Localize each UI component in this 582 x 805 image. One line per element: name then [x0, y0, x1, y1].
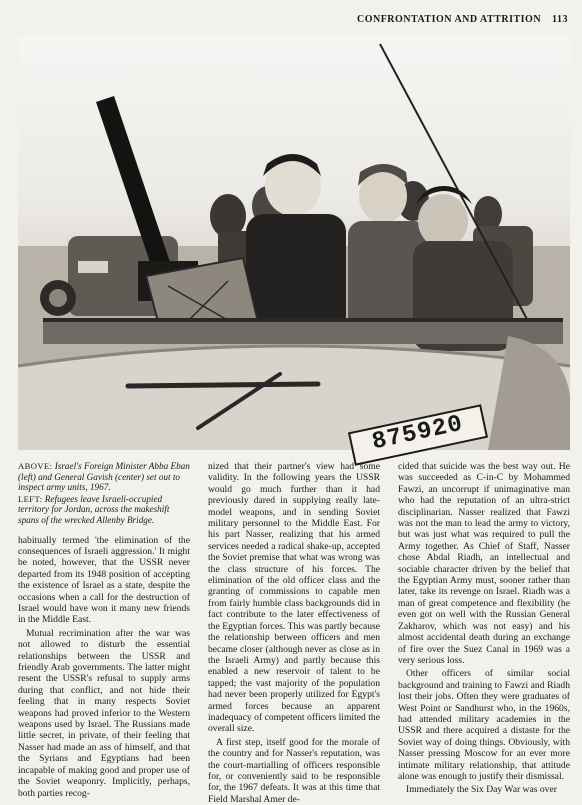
paragraph: Other officers of similar social background and training to Fawzi and Riadh lost their jobs. Often they were graduates of West Point or Sandhurst who, in the 1960s, had attended military academies in the USSR and there acquired a distaste for the Soviet way of doing things. Obviously, with Nasser pressing Moscow for an ever more intimate military relationship, that attitude alone was enough to justify their dismissal. — [398, 668, 570, 782]
caption-above — [18, 461, 190, 493]
running-header — [14, 14, 568, 28]
paragraph: Mutual recrimination after the war was not allowed to disturb the essential relationships between the USSR and friendly Arab governments. The latter might resent the USSR's refusal to supply arms during that conflict, and not hide their feeling that in many respects Soviet weapons had proved inferior to the Western weapons used by Israel. The Russians made little secret, in private, of their feeling that Nasser had made an ass of himself, and that the Syrians and Egyptians had been incapable of making good and proper use of the Soviet weaponry. Implicitly, perhaps, both parties recog- — [18, 627, 190, 799]
column-1 — [18, 461, 190, 799]
license-plate: 875920 — [348, 404, 488, 466]
page-number: 113 — [552, 14, 568, 25]
caption-left — [18, 494, 190, 526]
caption-text: Refugees leave Israeli-occupied territory for Jordan, across the makeshift spans of the wrecked Allenby Bridge. — [18, 493, 170, 525]
paragraph: Immediately the Six Day War was over — [406, 784, 557, 796]
photo-captions — [18, 461, 190, 526]
caption-label: LEFT: — [18, 493, 43, 504]
paragraph: nized that their partner's view had some validity. In the following years the USSR would go much further than it had previously dared in supplying really late-model weapons, and in sending Soviet military personnel to the Middle East. For his part Nasser, realizing that his armed services needed a radical shake-up, accepted the Soviet premise that what was wrong was the class structure of his forces. The elimination of the old officer class and the granting of commissions to capable men from fairly humble class backgrounds did in fact contribute to the later effectiveness of the Egyptian forces. This was partly because the relationship between officers and men became closer (although never as close as in the Israeli Army) and partly because this enabled a new reservoir of talent to be tapped; the vast majority of the population had never been properly utilized for Egypt's armed forces because an apparent inadequacy of competent officers limited the overall size. — [208, 461, 380, 735]
caption-text: Israel's Foreign Minister Abba Eban (left) and General Gavish (center) set out to inspect army units, 1967. — [18, 461, 190, 493]
column-2 — [208, 461, 380, 805]
caption-label: ABOVE: — [18, 461, 53, 471]
paragraph: habitually termed 'the elimination of the consequences of Israeli aggression.' It might be noted, however, that the USSR never departed from its 1948 position of accepting the existence of Israel as a state, despite the occasions when a call for the destruction of Israel would have won it many new friends in the Middle East. — [18, 534, 190, 626]
chapter-title: CONFRONTATION AND ATTRITION — [356, 14, 542, 25]
column-3 — [398, 461, 570, 795]
paragraph: cided that suicide was the best way out. He was succeeded as C-in-C by Mohammed Fawzi, an uncorrupt if unimaginative man who had the reputation of an ultra-strict disciplinarian. Nasser realized that Fawzi was not the man to lead the army to victory, but was just what was required to pull the Army together. As Chief of Staff, Nasser chose Abdal Riadh, an intellectual and sociable character driven by the belief that the Egyptian Army must, sooner rather than later, take its revenge on Israel. Riadh was a man of great competence and flexibility (he even got on well with the Russian General Zakharov, which was not easy) and his almost accidental death during an exchange of fire over the Suez Canal in 1969 was a very serious loss. — [398, 461, 570, 666]
article-body — [18, 461, 570, 805]
photo-illustration — [18, 36, 570, 450]
photograph — [18, 36, 570, 457]
paragraph: A first step, itself good for the morale of the country and for Nasser's reputation, was the court-martialling of officers responsible for, or conveniently said to be responsible for, the 1967 defeats. It was at this time that Field Marshal Amer de- — [208, 736, 380, 805]
